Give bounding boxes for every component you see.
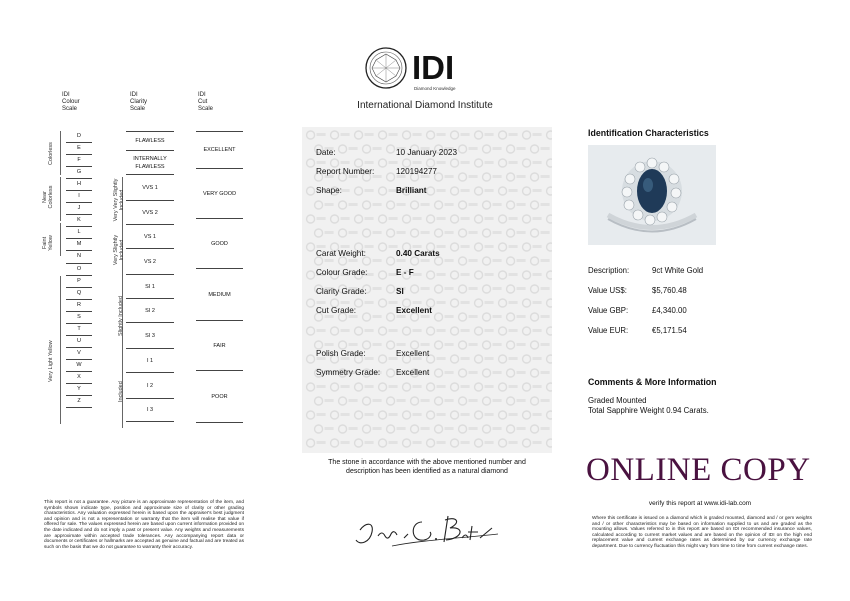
comments-heading: Comments & More Information xyxy=(588,377,717,387)
item-photo xyxy=(588,145,716,245)
cut-grade-label: Cut Grade: xyxy=(316,306,357,315)
brand-text: IDI xyxy=(412,49,455,86)
clarity-grade-cell: INTERNALLY FLAWLESS xyxy=(126,151,174,175)
date-value: 10 January 2023 xyxy=(396,148,457,157)
colour-group-bracket xyxy=(60,276,61,424)
signature xyxy=(352,512,502,552)
clarity-grade-cell: VS 2 xyxy=(126,249,174,275)
colour-grade-label: Colour Grade: xyxy=(316,268,368,277)
cut-grade-value: Excellent xyxy=(396,306,432,315)
description-label: Description: xyxy=(588,266,630,275)
symmetry-grade-label: Symmetry Grade: xyxy=(316,368,381,377)
report-number-label: Report Number: xyxy=(316,167,375,176)
carat-value: 0.40 Carats xyxy=(396,249,440,258)
clarity-grade-cell: I 1 xyxy=(126,349,174,373)
value-usd-label: Value US$: xyxy=(588,286,627,295)
colour-grade-cell: J xyxy=(66,203,92,215)
colour-scale xyxy=(66,131,92,408)
cut-scale xyxy=(196,131,243,423)
clarity-scale-heading: IDI Clarity Scale xyxy=(130,92,148,112)
report-number-value: 120194277 xyxy=(396,167,437,176)
colour-grade-cell: R xyxy=(66,300,92,312)
clarity-grade-label: Clarity Grade: xyxy=(316,287,367,296)
clarity-group-included: Included xyxy=(118,381,124,402)
colour-grade-cell: K xyxy=(66,215,92,227)
description-value: 9ct White Gold xyxy=(652,266,704,275)
diamond-icon xyxy=(366,48,406,88)
value-gbp: £4,340.00 xyxy=(652,306,687,315)
stone-note: The stone in accordance with the above mentioned number and description has been identified as a natural diamond xyxy=(328,459,526,475)
colour-group-bracket xyxy=(60,223,61,256)
brand-tagline: Diamond Knowledge xyxy=(414,86,456,91)
clarity-grade-value: SI xyxy=(396,287,404,296)
clarity-grade-cell: VS 1 xyxy=(126,225,174,249)
value-usd: $5,760.48 xyxy=(652,286,687,295)
colour-grade-cell: M xyxy=(66,239,92,251)
colour-grade-cell: L xyxy=(66,227,92,239)
clarity-scale xyxy=(126,131,174,422)
carat-label: Carat Weight: xyxy=(316,249,366,258)
shape-label: Shape: xyxy=(316,186,342,195)
colour-grade-cell: F xyxy=(66,155,92,167)
cut-grade-cell: MEDIUM xyxy=(196,269,243,321)
colour-grade-cell: P xyxy=(66,276,92,288)
clarity-group-si: Slightly Included xyxy=(118,295,124,336)
verify-link[interactable]: verify this report at www.idi-lab.com xyxy=(648,500,752,507)
colour-group-very-light-yellow: Very Light Yellow xyxy=(48,340,54,382)
clarity-grade-cell: I 3 xyxy=(126,399,174,422)
cut-grade-cell: VERY GOOD xyxy=(196,169,243,219)
colour-scale-heading: IDI Colour Scale xyxy=(62,92,80,112)
value-eur: €5,171.54 xyxy=(652,326,687,335)
clarity-grade-cell: VVS 1 xyxy=(126,175,174,201)
colour-grade-cell: X xyxy=(66,372,92,384)
clarity-grade-cell: SI 3 xyxy=(126,323,174,349)
cut-grade-cell: EXCELLENT xyxy=(196,132,243,169)
value-eur-label: Value EUR: xyxy=(588,326,629,335)
colour-grade-cell: H xyxy=(66,179,92,191)
idi-logo xyxy=(364,46,474,94)
colour-grade-cell: Y xyxy=(66,384,92,396)
disclaimer-left: This report is not a guarantee. Any picture is an approximate representation of the item, and symbols shown indicate type, position and approximate size of clarity or other grading characteristics. Any valuation expressed herein is based upon the appraiser's best judgment and opinion and is not a representation or warranty that the item will realise that value if offered for sale. The values expressed herein are based upon current information provided on the date indicated and do not imply a past or present value. Any weights and measurements are approximate within accepted trade tolerances. Any accompanying report data or documents or certificates or hallmarks are accepted as genuine and factual and are treated as such on the basis that we do not guarantee to warranty their accuracy. xyxy=(44,500,244,550)
colour-grade-cell: G xyxy=(66,167,92,179)
colour-grade-value: E - F xyxy=(396,268,414,277)
colour-group-colorless: Colorless xyxy=(48,142,54,165)
symmetry-grade-value: Excellent xyxy=(396,368,430,377)
colour-group-near-colorless: Near Colorless xyxy=(42,185,54,209)
clarity-grade-cell: VVS 2 xyxy=(126,201,174,225)
shape-value: Brilliant xyxy=(396,186,427,195)
cut-grade-cell: GOOD xyxy=(196,219,243,269)
value-gbp-label: Value GBP: xyxy=(588,306,629,315)
colour-grade-cell: Z xyxy=(66,396,92,408)
polish-grade-label: Polish Grade: xyxy=(316,349,366,358)
colour-grade-cell: Q xyxy=(66,288,92,300)
colour-group-faint-yellow: Faint Yellow xyxy=(42,235,54,251)
comments-body: Graded Mounted Total Sapphire Weight 0.94 Carats. xyxy=(588,396,709,415)
cut-grade-cell: FAIR xyxy=(196,321,243,371)
clarity-grade-cell: I 2 xyxy=(126,373,174,399)
polish-grade-value: Excellent xyxy=(396,349,430,358)
colour-grade-cell: T xyxy=(66,324,92,336)
colour-grade-cell: U xyxy=(66,336,92,348)
colour-group-bracket xyxy=(60,177,61,221)
colour-grade-cell: I xyxy=(66,191,92,203)
date-label: Date: xyxy=(316,148,336,157)
colour-grade-cell: N xyxy=(66,251,92,263)
colour-grade-cell: W xyxy=(66,360,92,372)
cut-scale-heading: IDI Cut Scale xyxy=(198,92,214,112)
clarity-group-vvs: Very Very Slightly Included xyxy=(113,178,125,222)
clarity-grade-cell: SI 1 xyxy=(126,275,174,299)
colour-grade-cell: D xyxy=(66,131,92,143)
clarity-group-vs: Very Slightly Included xyxy=(113,234,125,266)
cut-grade-cell: POOR xyxy=(196,371,243,423)
clarity-grade-cell: SI 2 xyxy=(126,299,174,323)
colour-grade-cell: S xyxy=(66,312,92,324)
colour-group-bracket xyxy=(60,131,61,175)
colour-grade-cell: O xyxy=(66,264,92,276)
identification-heading: Identification Characteristics xyxy=(588,128,709,138)
online-copy-stamp: ONLINE COPY xyxy=(586,452,811,488)
colour-grade-cell: E xyxy=(66,143,92,155)
colour-grade-cell: V xyxy=(66,348,92,360)
institute-name: International Diamond Institute xyxy=(357,100,493,111)
clarity-grade-cell: FLAWLESS xyxy=(126,132,174,151)
disclaimer-right: Where this certificate is issued on a diamond which is graded mounted, diamond and / or gem weights and / or other characteristics may be based on information supplied to us and are graded as the mounting allows. Values referred to in this report are based on IDI recommended insurance values, calculated according to current market values and are based on the opinion of IDI on the high end replacement value and current exchange rates as determined by our currency exchange rate department. Due to currency fluctuation this might vary from time to time from current exchange rates. xyxy=(592,516,812,549)
